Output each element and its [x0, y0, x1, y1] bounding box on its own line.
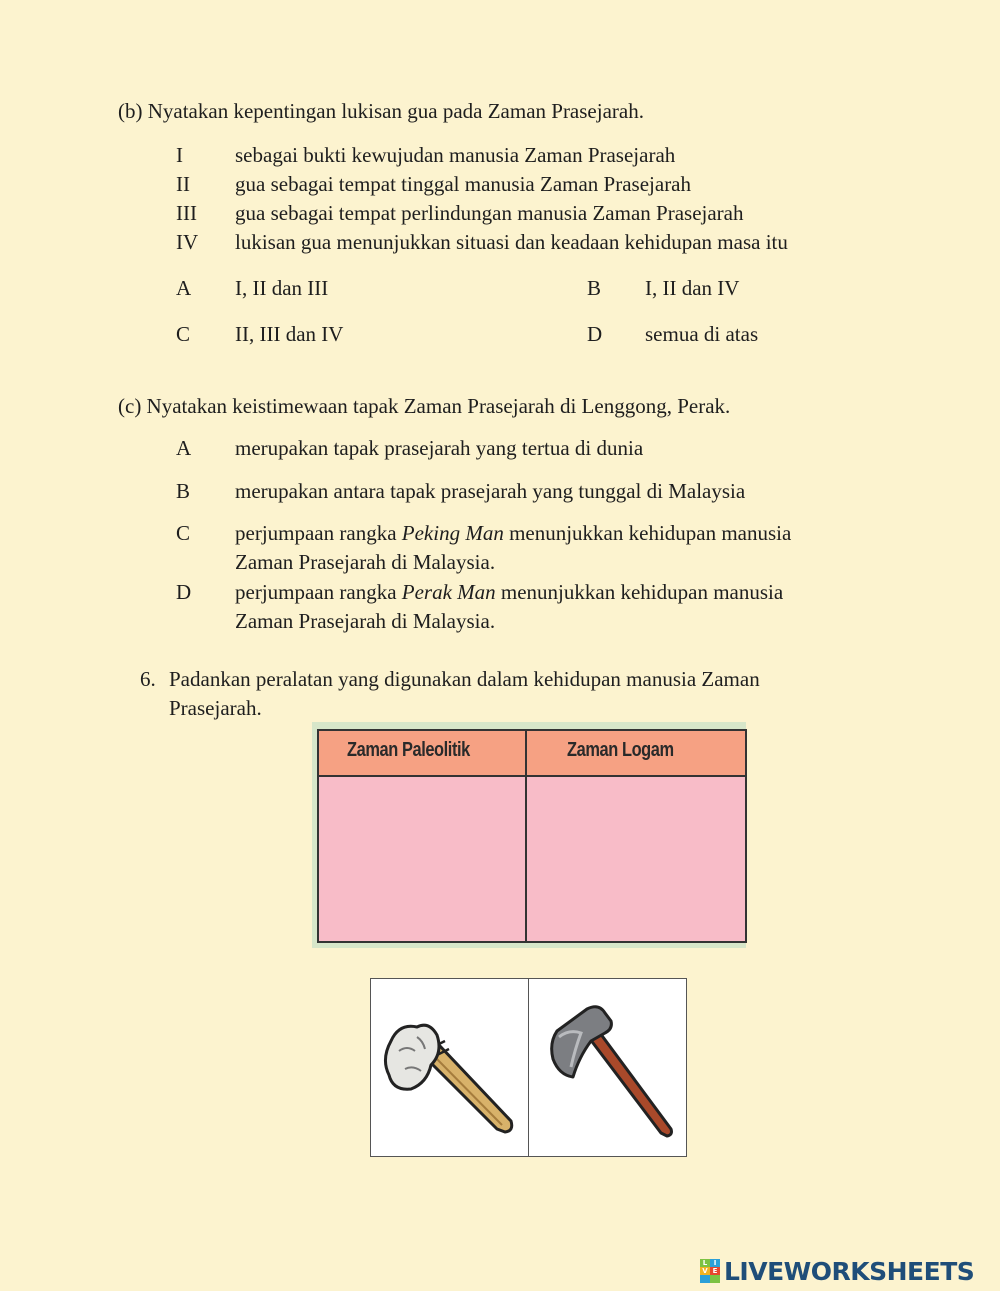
option-letter: A	[176, 276, 192, 300]
statement-numeral: III	[176, 201, 197, 225]
option-letter: C	[176, 521, 191, 545]
option-text: I, II dan IV	[645, 276, 740, 300]
option-letter: B	[587, 276, 602, 300]
statement-numeral: I	[176, 143, 183, 167]
table-header-row	[319, 731, 745, 777]
matching-table	[312, 722, 746, 948]
logo-text: LIVEWORKSHEETS	[724, 1256, 975, 1286]
option-text: perjumpaan rangka Perak Man menunjukkan kehidupan manusia	[235, 580, 784, 604]
statement-text: sebagai bukti kewujudan manusia Zaman Prasejarah	[235, 143, 676, 167]
statement-text: gua sebagai tempat perlindungan manusia Zaman Prasejarah	[235, 201, 744, 225]
statement-text: gua sebagai tempat tinggal manusia Zaman Prasejarah	[235, 172, 692, 196]
option-letter: D	[176, 580, 192, 604]
statement-text: lukisan gua menunjukkan situasi dan keadaan kehidupan masa itu	[235, 230, 788, 254]
logo-mark-icon: L I V E	[700, 1259, 720, 1283]
option-text: merupakan antara tapak prasejarah yang tunggal di Malaysia	[235, 479, 746, 503]
option-text: II, III dan IV	[235, 322, 344, 346]
stone-hand-axe-icon	[371, 979, 528, 1156]
tool-image-panel	[370, 978, 687, 1157]
statement-numeral: IV	[176, 230, 199, 254]
option-text: I, II dan III	[235, 276, 329, 300]
option-letter: A	[176, 436, 192, 460]
option-letter: D	[587, 322, 603, 346]
option-text: perjumpaan rangka Peking Man menunjukkan kehidupan manusia	[235, 521, 792, 545]
header-paleolitik: Zaman Paleolitik	[347, 739, 470, 761]
iron-axe-icon	[529, 979, 686, 1156]
statement-numeral: II	[176, 172, 190, 196]
question-b-prompt: (b) Nyatakan kepentingan lukisan gua pada Zaman Prasejarah.	[118, 99, 644, 123]
header-logam: Zaman Logam	[567, 739, 674, 761]
option-text: semua di atas	[645, 322, 759, 346]
question-number: 6.	[140, 667, 156, 691]
question-6-prompt-continued: Prasejarah.	[169, 696, 262, 720]
option-letter: C	[176, 322, 191, 346]
draggable-tool-card[interactable]	[371, 979, 529, 1156]
drop-zone-logam[interactable]	[527, 777, 745, 941]
question-6-prompt: Padankan peralatan yang digunakan dalam kehidupan manusia Zaman	[169, 667, 760, 691]
liveworksheets-logo	[700, 1257, 974, 1285]
drop-zone-paleolitik[interactable]	[319, 777, 525, 941]
option-letter: B	[176, 479, 191, 503]
option-text-continued: Zaman Prasejarah di Malaysia.	[235, 550, 496, 574]
draggable-tool-card[interactable]	[529, 979, 686, 1156]
option-text-continued: Zaman Prasejarah di Malaysia.	[235, 609, 496, 633]
option-text: merupakan tapak prasejarah yang tertua di dunia	[235, 436, 644, 460]
question-c-prompt: (c) Nyatakan keistimewaan tapak Zaman Prasejarah di Lenggong, Perak.	[118, 394, 731, 418]
